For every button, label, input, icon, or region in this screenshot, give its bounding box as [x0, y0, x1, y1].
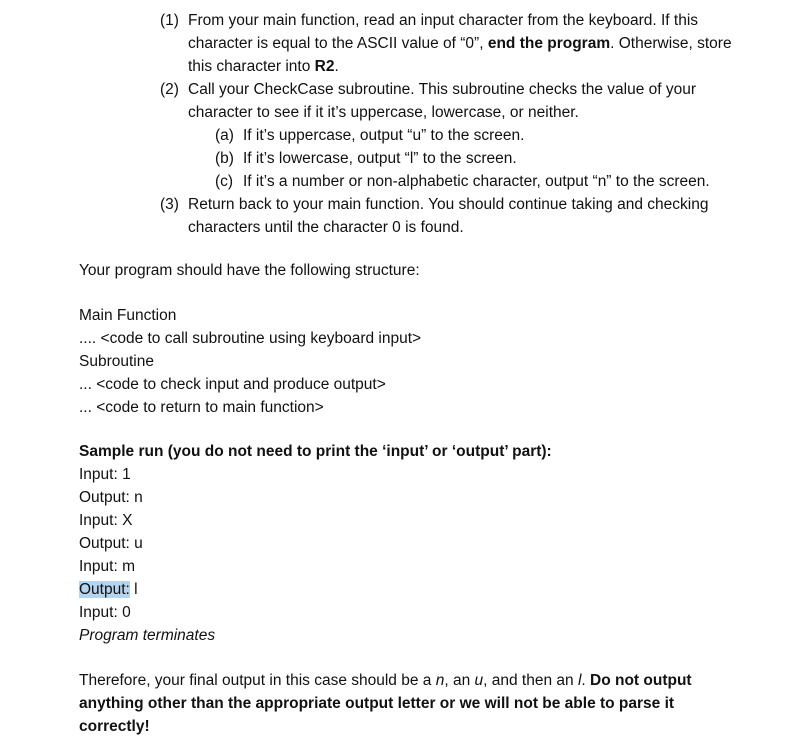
sample-heading: Sample run (you do not need to print the ‘input’ or ‘output’ part):	[79, 443, 552, 460]
substep-number: (c)	[215, 173, 234, 190]
sample-line: Output: u	[79, 535, 143, 552]
step-text-line: character to see if it it’s uppercase, lowercase, or neither.	[188, 104, 579, 121]
sample-line: Output: n	[79, 489, 143, 506]
final-paragraph-line: Therefore, your final output in this case should be a n, an u, and then an l. Do not output	[79, 672, 692, 689]
emphasis: end the program	[487, 35, 611, 52]
structure-line: ... <code to check input and produce output>	[79, 376, 386, 393]
step-text-line: this character into R2.	[188, 58, 339, 75]
structure-line: .... <code to call subroutine using keyboard input>	[79, 330, 422, 347]
step-text-line: Call your CheckCase subroutine. This subroutine checks the value of your	[188, 81, 697, 98]
substep-a	[215, 124, 775, 147]
substep-text: If it’s uppercase, output “u” to the screen.	[243, 127, 525, 144]
substep-number: (a)	[215, 127, 234, 144]
step-2	[160, 78, 780, 124]
structure-line: Main Function	[79, 307, 177, 324]
step-number: (3)	[160, 196, 179, 213]
register-name: R2	[314, 58, 335, 75]
step-number: (2)	[160, 81, 179, 98]
program-terminates: Program terminates	[79, 627, 216, 644]
step-number: (1)	[160, 12, 179, 29]
substep-text: If it’s lowercase, output “l” to the screen.	[243, 150, 517, 167]
step-text-line: characters until the character 0 is found.	[188, 219, 464, 236]
step-text-line: Return back to your main function. You should continue taking and checking	[188, 196, 709, 213]
step-1	[160, 9, 780, 78]
structure-line: ... <code to return to main function>	[79, 399, 324, 416]
sample-line: Input: 1	[79, 466, 131, 483]
sample-line: Output: l	[79, 581, 138, 598]
final-paragraph-line: anything other than the appropriate output letter or we will not be able to parse it	[79, 695, 675, 712]
sample-line: Input: 0	[79, 604, 131, 621]
substep-number: (b)	[215, 150, 234, 167]
final-paragraph-line: correctly!	[79, 718, 150, 735]
structure-intro: Your program should have the following structure:	[79, 262, 420, 279]
substep-b	[215, 147, 775, 170]
sample-line: Input: X	[79, 512, 133, 529]
substep-c	[215, 170, 775, 193]
text-selection-highlight[interactable]: Output:	[79, 581, 130, 598]
substep-text: If it’s a number or non-alphabetic character, output “n” to the screen.	[243, 173, 710, 190]
step-text-line: character is equal to the ASCII value of “0”, end the program. Otherwise, store	[188, 35, 732, 52]
step-text-line: From your main function, read an input character from the keyboard. If this	[188, 12, 699, 29]
sample-line: Input: m	[79, 558, 135, 575]
structure-line: Subroutine	[79, 353, 154, 370]
step-3	[160, 193, 780, 239]
